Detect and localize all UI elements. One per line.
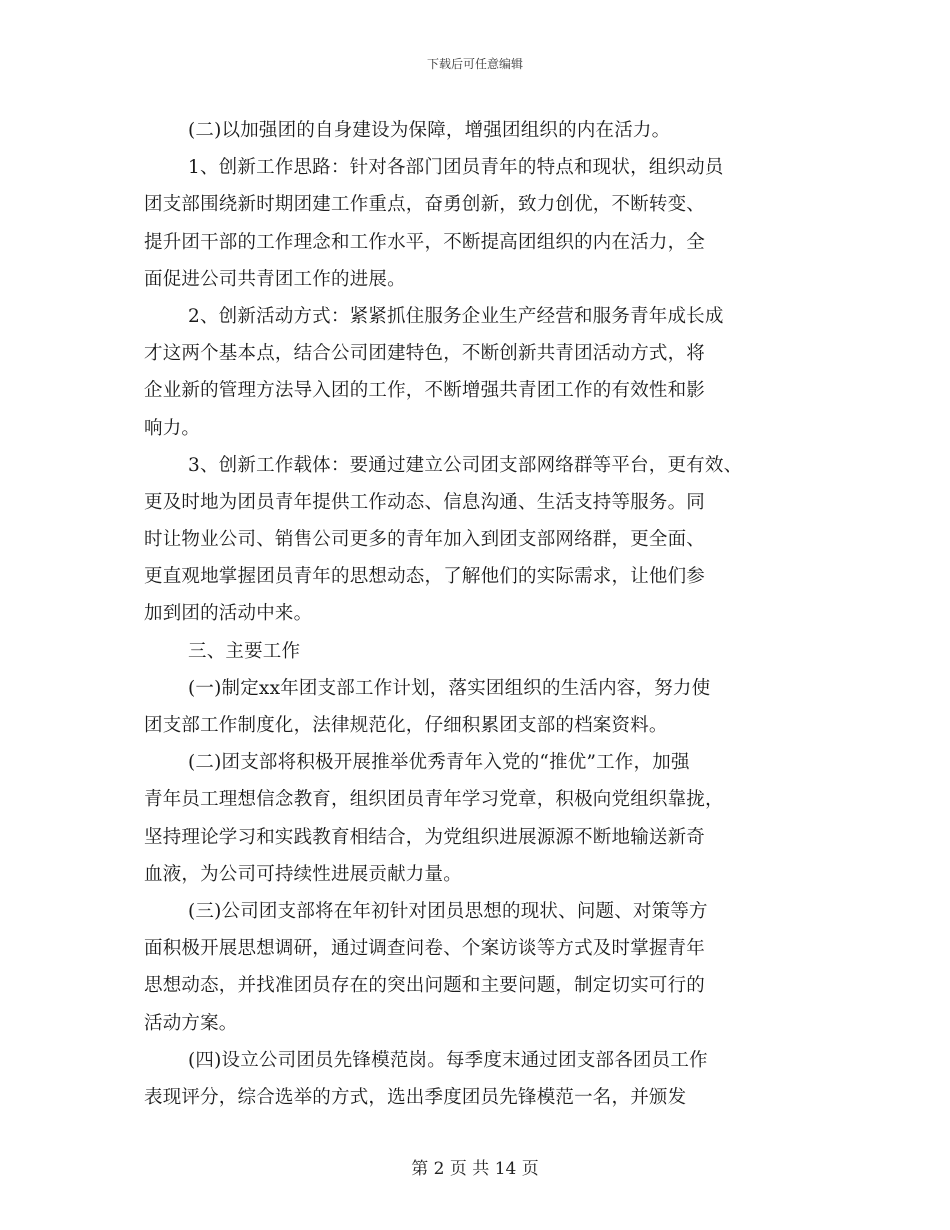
text-line: 面积极开展思想调研，通过调查问卷、个案访谈等方式及时掌握青年 [144,938,706,960]
text-line: 更及时地为团员青年提供工作动态、信息沟通、生活支持等服务。同 [144,491,706,513]
text-line: (三)公司团支部将在年初针对团员思想的现状、问题、对策等方 [188,900,708,922]
text-line: (二)团支部将积极开展推举优秀青年入党的“推优”工作，加强 [188,752,690,774]
document-body [144,112,824,1116]
text-line: 提升团干部的工作理念和工作水平，不断提高团组织的内在活力，全 [144,231,706,253]
text-line: 思想动态，并找准团员存在的突出问题和主要问题，制定切实可行的 [144,975,706,997]
text-line: 企业新的管理方法导入团的工作，不断增强共青团工作的有效性和影 [144,380,706,402]
text-line: 才这两个基本点，结合公司团建特色，不断创新共青团活动方式，将 [144,343,706,365]
page-footer: 第 2 页 共 14 页 [411,1159,539,1179]
text-line: 团支部工作制度化，法律规范化，仔细积累团支部的档案资料。 [144,715,668,736]
text-line: 面促进公司共青团工作的进展。 [144,268,406,290]
text-line: 青年员工理想信念教育，组织团员青年学习党章，积极向党组织靠拢， [144,789,724,811]
text-line: 3、创新工作载体：要通过建立公司团支部网络群等平台，更有效、 [188,454,743,476]
text-line: 活动方案。 [144,1012,238,1034]
text-line: 团支部围绕新时期团建工作重点，奋勇创新，致力创优，不断转变、 [144,194,706,216]
text-line: 2、创新活动方式：紧紧抓住服务企业生产经营和服务青年成长成 [188,305,724,327]
text-line: (一)制定xx年团支部工作计划，落实团组织的生活内容，努力使 [188,677,711,699]
text-line: (四)设立公司团员先锋模范岗。每季度末通过团支部各团员工作 [188,1049,708,1071]
text-line: 三、主要工作 [188,640,301,662]
text-line: 血液，为公司可持续性进展贡献力量。 [144,863,462,885]
text-line: 表现评分，综合选举的方式，选出季度团员先锋模范一名，并颁发 [144,1086,687,1108]
text-line: 1、创新工作思路：针对各部门团员青年的特点和现状，组织动员 [188,157,724,179]
text-line: 响力。 [144,417,201,439]
text-line: 更直观地掌握团员青年的思想动态，了解他们的实际需求，让他们参 [144,566,706,588]
text-line: (二)以加强团的自身建设为保障，增强团组织的内在活力。 [188,120,671,141]
page-header: 下载后可任意编辑 [426,57,523,71]
text-line: 时让物业公司、销售公司更多的青年加入到团支部网络群，更全面、 [144,529,706,551]
text-line: 加到团的活动中来。 [144,603,313,625]
text-line: 坚持理论学习和实践教育相结合，为党组织进展源源不断地输送新奇 [144,826,706,848]
